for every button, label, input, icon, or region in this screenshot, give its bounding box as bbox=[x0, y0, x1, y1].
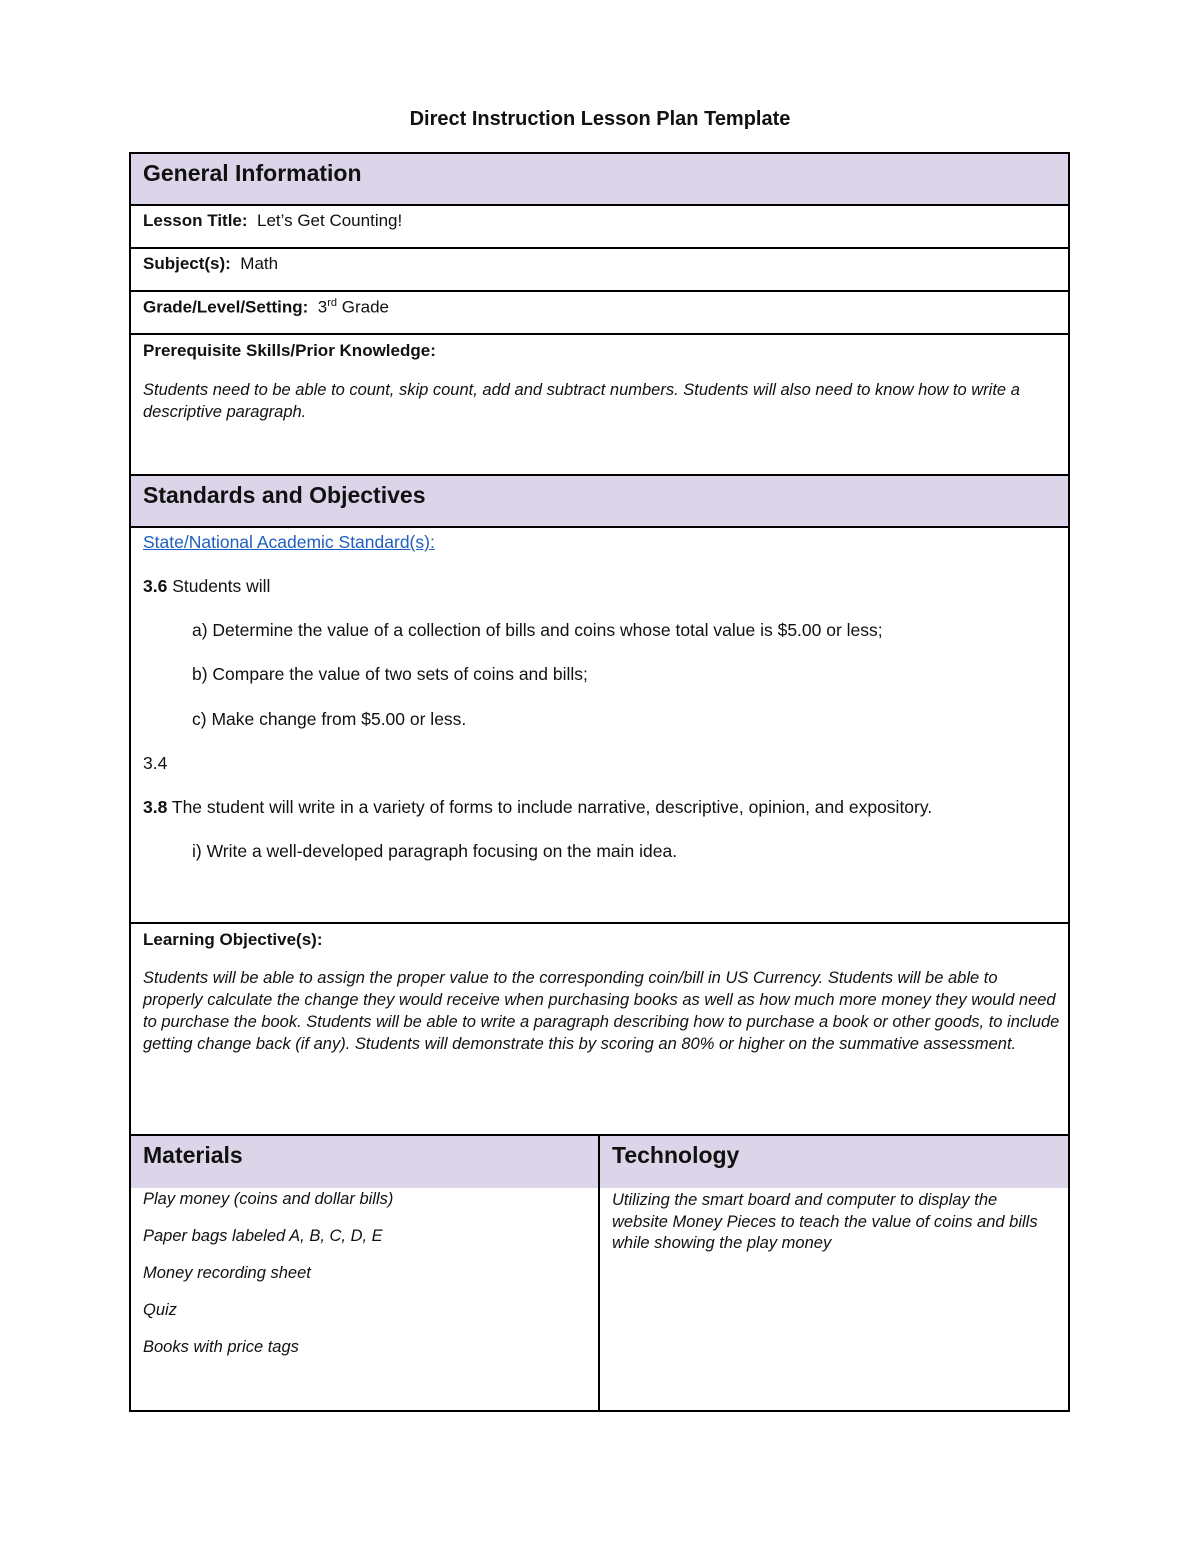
standard-3-6-b: b) Compare the value of two sets of coins and bills; bbox=[192, 664, 588, 684]
general-info-heading: General Information bbox=[131, 154, 1068, 206]
objective-label: Learning Objective(s): bbox=[143, 930, 323, 949]
standards-link[interactable]: State/National Academic Standard(s): bbox=[143, 532, 435, 552]
objective-row bbox=[131, 924, 1068, 1136]
materials-heading: Materials bbox=[131, 1136, 600, 1188]
standard-3-8-i: i) Write a well-developed paragraph focusing on the main idea. bbox=[192, 841, 678, 861]
materials-item: Quiz bbox=[143, 1301, 177, 1319]
materials-item: Play money (coins and dollar bills) bbox=[143, 1190, 394, 1208]
materials-item: Paper bags labeled A, B, C, D, E bbox=[143, 1227, 383, 1245]
standard-3-6-a: a) Determine the value of a collection of bills and coins whose total value is $5.00 or less; bbox=[192, 620, 883, 640]
objective-text: Students will be able to assign the proper value to the corresponding coin/bill in US Currency. Students will be able to properly calculate the change they would receive when purchasing books as well as how much more money they would need to purchase the book. Students will be able to write a paragraph describing how to purchase a book or other goods, to include getting change back (if any). Students will demonstrate this by scoring an 80% or higher on the summative assessment. bbox=[143, 969, 1060, 1053]
grade-suffix: rd bbox=[327, 297, 338, 309]
subject-value: Math bbox=[240, 254, 279, 273]
page-title: Direct Instruction Lesson Plan Template bbox=[409, 108, 791, 130]
lesson-title-value: Let’s Get Counting! bbox=[257, 211, 403, 230]
standards-row bbox=[131, 528, 1068, 924]
lesson-plan-table bbox=[129, 152, 1070, 1412]
materials-item: Money recording sheet bbox=[143, 1264, 311, 1282]
prereq-row bbox=[131, 335, 1068, 476]
grade-number: 3 bbox=[317, 297, 328, 317]
technology-cell bbox=[600, 1188, 1068, 1410]
lesson-title-row bbox=[131, 206, 1068, 249]
grade-word: Grade bbox=[341, 297, 390, 317]
materials-list bbox=[131, 1188, 600, 1410]
technology-heading: Technology bbox=[600, 1136, 1068, 1188]
grade-row bbox=[131, 292, 1068, 335]
subject-row bbox=[131, 249, 1068, 292]
standard-3-4: 3.4 bbox=[143, 753, 168, 773]
materials-item: Books with price tags bbox=[143, 1338, 299, 1356]
prereq-label: Prerequisite Skills/Prior Knowledge: bbox=[143, 341, 436, 360]
standard-3-6: 3.6 Students will bbox=[143, 576, 271, 596]
grade-label: Grade/Level/Setting: bbox=[143, 297, 309, 317]
materials-technology-header bbox=[131, 1136, 1068, 1188]
lesson-title-label: Lesson Title: bbox=[143, 211, 248, 230]
materials-technology-body bbox=[131, 1188, 1068, 1410]
technology-text: Utilizing the smart board and computer to display the website Money Pieces to teach the value of coins and bills while showing the play money bbox=[612, 1191, 1038, 1252]
standard-3-8: 3.8 The student will write in a variety of forms to include narrative, descriptive, opinion, and expository. bbox=[143, 797, 933, 817]
prereq-text: Students need to be able to count, skip count, add and subtract numbers. Students will also need to know how to write a descriptive paragraph. bbox=[143, 381, 1020, 421]
subject-label: Subject(s): bbox=[143, 254, 231, 273]
standards-heading: Standards and Objectives bbox=[131, 476, 1068, 528]
standard-3-6-c: c) Make change from $5.00 or less. bbox=[192, 709, 467, 729]
